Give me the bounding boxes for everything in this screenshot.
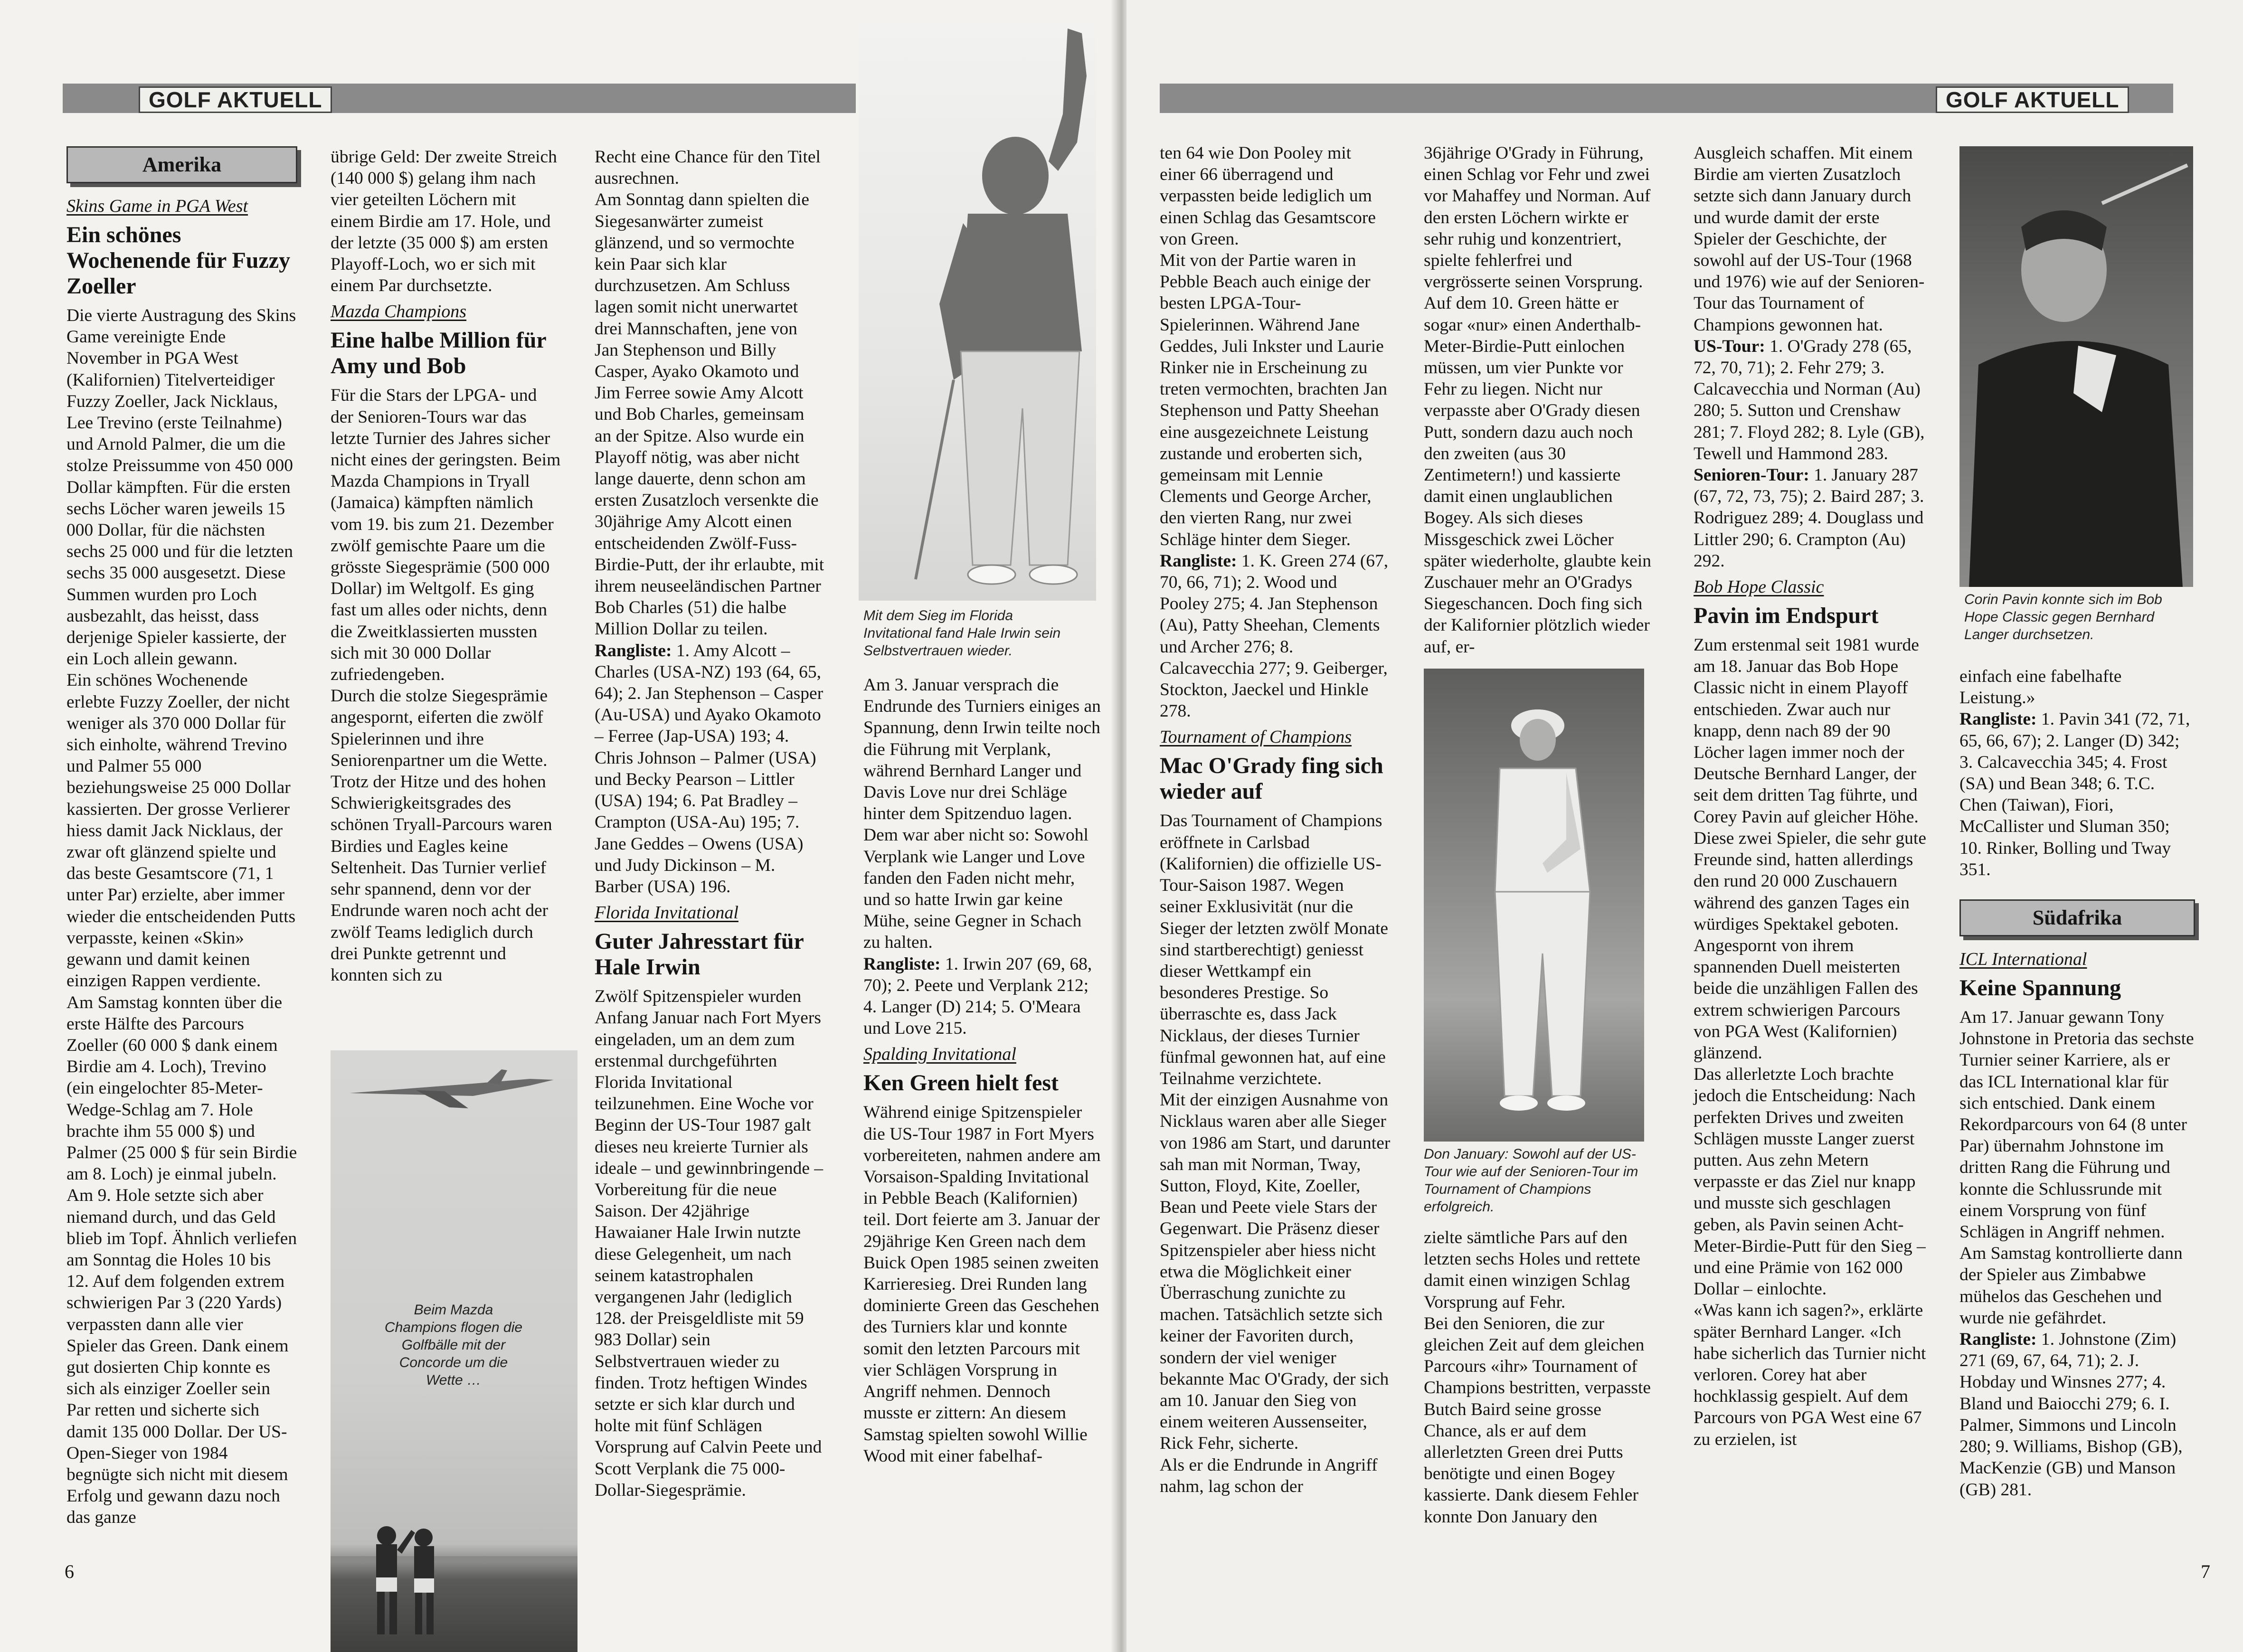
column-1 (66, 146, 297, 1529)
paragraph: Zwölf Spitzenspieler wurden Anfang Januar nach Fort Myers eingeladen, um an dem zum erstenmal durchgeführten Florida Invitational teilzunehmen. Eine Woche vor Beginn der US-Tour 1987 galt dieses neu kreierte Turnier als ideale – und gewinnbringende – Vorbereitung für die neue Saison. Der 42jährige Hawaianer Hale Irwin nutzte diese Gelegenheit, um nach seinem katastrophalen vergangenen Jahr (lediglich 128. der Preisgeldliste mit 59 983 Dollar) sein Selbstvertrauen wieder zu finden. Trotz heftigen Windes setzte er sich klar durch und holte mit fünf Schlägen Vorsprung auf Calvin Peete und Scott Verplank die 75 000-Dollar-Siegesprämie. (595, 987, 823, 1500)
rangliste-label: Rangliste: (1959, 709, 2037, 729)
left-page (0, 0, 1119, 1652)
rangliste (1694, 336, 1926, 464)
paragraph: Die vierte Austragung des Skins Game vereinigte Ende November in PGA West (Kalifornien) Titelverteidiger Fuzzy Zoeller, Jack Nicklaus, Lee Trevino (erste Teilnahme) und Arnold Palmer, die um die stolze Preissumme von 450 000 Dollar kämpften. Für die ersten sechs Löcher waren jeweils 15 000 Dollar, für die nächsten sechs 25 000 und für die letzten sechs 35 000 ausgesetzt. Diese Summen wurden pro Loch ausbezahlt, das heisst, dass derjenige Spieler kassierte, der ein Loch allein gewann. (66, 306, 296, 669)
kicker-mazda: Mazda Champions (331, 302, 467, 322)
concorde-caption: Beim Mazda Champions flogen die Golfbälle mit der Concorde um die Wette … (384, 1302, 523, 1388)
paragraph: Mit von der Partie waren in Pebble Beach auch einige der besten LPGA-Tour-Spielerinnen. Während Jane Geddes, Juli Inkster und Laurie Rinker nie in Erscheinung zu treten vermochten, brachten Jan Stephenson und Patty Sheehan eine ausgezeichnete Leistung zustande und eroberten sich, gemeinsam mit Lennie Clements und George Archer, den vierten Rang, nur zwei Schläge hinter dem Sieger. (1160, 251, 1387, 549)
paragraph: Mit der einzigen Ausnahme von Nicklaus waren aber alle Sieger von 1986 am Start, und darunter sah man mit Norman, Tway, Sutton, Floyd, Kite, Zoeller, Bean und Peete viele Stars der Gegenwart. Die Präsenz dieser Spitzenspieler aber hiess nicht etwa die Möglichkeit einer Überraschung zunichte zu machen. Tatsächlich setzte sich keiner der Favoriten durch, sondern der viel weniger bekannte Mac O'Grady, der sich am 10. Januar den Sieg von einem weiteren Aussenseiter, Rick Fehr, sicherte. (1160, 1090, 1391, 1454)
rangliste (1959, 1329, 2195, 1501)
golfer-pavin-illustration (1959, 146, 2193, 587)
paragraph: Am Samstag konnten über die erste Hälfte des Parcours Zoeller (60 000 $ dank einem Birdie am 4. Loch), Trevino (ein eingelochter 85-Meter-Wedge-Schlag am 7. Hole brachte ihm 55 000 $) und Palmer (25 000 $ für sein Birdie am 8. Loch) je einmal jubeln. Am 9. Hole setzte sich aber niemand durch, und das Geld blieb im Topf. Ähnlich verliefen am Sonntag die Holes 10 bis 12. Auf dem folgenden extrem schwierigen Par 3 (220 Yards) verpassten dann alle vier Spieler das Green. Dank einem gut dosierten Chip konnte es sich als einziger Zoeller sein Par retten und sicherte sich damit 135 000 Dollar. Der US-Open-Sieger von 1984 begnügte sich nicht mit diesem Erfolg und gewann dazu noch das ganze (66, 992, 297, 1528)
headline-amy-bob: Eine halbe Million für Amy und Bob (331, 328, 546, 379)
section-header-label: GOLF AKTUELL (1936, 86, 2129, 113)
paragraph: «Was kann ich sagen?», erklärte später Bernhard Langer. «Ich habe sicherlich das Turnier nicht verloren. Corey hat aber hochklassig gespielt. Auf dem Parcours von PGA West eine 67 zu erzielen, ist (1694, 1301, 1926, 1449)
paragraph: Bei den Senioren, die zur gleichen Zeit auf dem gleichen Parcours «ihr» Tournament of Champions bestritten, verpasste Butch Baird seine grosse Chance, als er auf dem allerletzten Green drei Putts benötigte und einen Bogey kassierte. Dank diesem Fehler konnte Don January den (1424, 1313, 1651, 1527)
headline-ogrady: Mac O'Grady fing sich wieder auf (1160, 753, 1383, 804)
page-number-right: 7 (2201, 1561, 2210, 1582)
paragraph: Für die Stars der LPGA- und der Senioren-Tours war das letzte Turnier des Jahres sicher nicht eines der geringsten. Beim Mazda Champions in Tryall (Jamaica) kämpften nämlich vom 19. bis zum 21. Dezember zwölf gemischte Paare um die grösste Siegesprämie (500 000 Dollar) im Weltgolf. Es ging fast um alles oder nichts, denn die Zweitklassierten mussten sich mit 30 000 Dollar zufriedengeben. (331, 386, 561, 685)
column-4 (863, 674, 1101, 1467)
region-box-suedafrika: Südafrika (1959, 899, 2195, 936)
column-7 (1694, 142, 1926, 1450)
rangliste-text: 1. K. Green 274 (67, 70, 66, 71); 2. Wood und Pooley 275; 4. Jan Stephenson (Au), Patty Sheehan, Clements und Archer 276; 8. Calcavecchia 277; 9. Geiberger, Stockton, Jaeckel und Hinkle 278. (1160, 551, 1389, 721)
column-6-top (1424, 142, 1655, 658)
region-box-amerika: Amerika (66, 146, 297, 183)
paragraph: Ein schönes Wochenende erlebte Fuzzy Zoeller, der nicht weniger als 370 000 Dollar für sich einholte, während Trevino und Palmer 55 000 beziehungsweise 25 000 Dollar kassierten. Der grosse Verlierer hiess damit Jack Nicklaus, der zwar oft glänzend spielte und das beste Gesamtscore (71, 1 unter Par) erzielte, aber immer wieder die entscheidenden Putts verpasste, keinen «Skin» gewann und damit keinen einzigen Rappen verdiente. (66, 670, 296, 991)
rangliste-text: 1. Pavin 341 (72, 71, 65, 66, 67); 2. Langer (D) 342; 3. Calcavecchia 345; 4. Frost (SA) und Bean 348; 6. T.C. Chen (Taiwan), Fiori, McCallister und Sluman 350; 10. Rinker, Bolling und Tway 351. (1959, 709, 2190, 879)
column-8 (1959, 666, 2195, 1501)
rangliste-text: 1. Amy Alcott – Charles (USA-NZ) 193 (64, 65, 64); 2. Jan Stephenson – Casper (Au-USA) und Ayako Okamoto – Ferree (Jap-USA) 193; 4. Chris Johnson – Palmer (USA) und Becky Pearson – Littler (USA) 194; 6. Pat Bradley – Crampton (USA-Au) 195; 7. Jane Geddes – Owens (USA) und Judy Dickinson – M. Barber (USA) 196. (595, 641, 823, 897)
rangliste (1959, 708, 2195, 880)
golfer-irwin-illustration (859, 19, 1096, 601)
rangliste-text: 1. Johnstone (Zim) 271 (69, 67, 64, 71); 2. J. Hobday und Winsnes 277; 4. Bland und Baiocchi 279; 6. I. Palmer, Simmons und Lincoln 280; 9. Williams, Bishop (GB), MacKenzie (GB) und Manson (GB) 281. (1959, 1330, 2183, 1500)
headline-irwin: Guter Jahresstart für Hale Irwin (595, 929, 804, 980)
column-5 (1160, 142, 1391, 1497)
rangliste-text: 1. O'Grady 278 (65, 72, 70, 71); 2. Fehr 279; 3. Calcavecchia und Norman (Au) 280; 5. Sutton und Crenshaw 281; 7. Floyd 282; 8. Lyle (GB), Tewell und Hammond 283. (1694, 336, 1925, 463)
pavin-caption: Corin Pavin konnte sich im Bob Hope Classic gegen Bernhard Langer durchsetzen. (1964, 592, 2162, 642)
golfer-january-illustration (1424, 669, 1644, 1142)
kicker-skins-game: Skins Game in PGA West (66, 196, 248, 216)
rangliste (863, 953, 1101, 1039)
kicker-icl: ICL International (1959, 949, 2087, 970)
rangliste (1160, 550, 1391, 722)
rangliste-text: 1. Irwin 207 (69, 68, 70); 2. Peete und Verplank 212; 4. Langer (D) 214; 5. O'Meara und Love 215. (863, 954, 1092, 1038)
rangliste-label: Rangliste: (863, 954, 941, 974)
headline-zoeller: Ein schönes Wochenende für Fuzzy Zoeller (66, 222, 291, 299)
paragraph: einfach eine fabelhafte Leistung.» (1959, 667, 2122, 708)
january-photo (1424, 669, 1644, 1142)
column-6-bottom (1424, 1227, 1655, 1528)
page-number-left: 6 (65, 1561, 74, 1582)
irwin-photo (859, 19, 1096, 601)
paragraph: Das allerletzte Loch brachte jedoch die Entscheidung: Nach perfekten Drives und zweiten Schlägen musste Langer zuerst putten. Aus zehn Metern verpasste er das Ziel nur knapp und musste sich geschlagen geben, als Pavin seinen Acht-Meter-Birdie-Putt für den Sieg – und eine Prämie von 162 000 Dollar – einlochte. (1694, 1065, 1926, 1299)
rangliste (1694, 464, 1926, 572)
paragraph: Durch die stolze Siegesprämie angespornt, eiferten die zwölf Spielerinnen und ihre Seniorenpartner um die Wette. Trotz der Hitze und des hohen Schwierigkeitsgrades des schönen Tryall-Parcours waren Birdies und Eagles keine Seltenheit. Das Turnier verlief sehr spannend, denn vor der Endrunde waren noch acht der zwölf Teams lediglich durch drei Punkte getrennt und konnten sich zu (331, 686, 552, 985)
headline-pavin: Pavin im Endspurt (1694, 603, 1879, 629)
paragraph: Am 3. Januar versprach die Endrunde des Turniers einiges an Spannung, denn Irwin teilte noch die Führung mit Verplank, während Bernhard Langer und Davis Love nur drei Schläge hinter dem Spitzenduo lagen. Dem war aber nicht so: Sowohl Verplank wie Langer und Love fanden den Faden nicht mehr, und so hatte Irwin gar keine Mühe, seine Gegner in Schach zu halten. (863, 675, 1101, 953)
paragraph: zielte sämtliche Pars auf den letzten sechs Holes und rettete damit einen winzigen Schlag Vorsprung auf Fehr. (1424, 1228, 1641, 1312)
rangliste-label: US-Tour: (1694, 336, 1765, 356)
kicker-bob-hope: Bob Hope Classic (1694, 577, 1824, 597)
rangliste-label: Rangliste: (1959, 1330, 2037, 1350)
section-header-label: GOLF AKTUELL (139, 86, 332, 113)
rangliste-label: Rangliste: (1160, 551, 1237, 571)
kicker-spalding: Spalding Invitational (863, 1044, 1016, 1065)
paragraph: Zum erstenmal seit 1981 wurde am 18. Januar das Bob Hope Classic nicht in einem Playoff entschieden. Zwar auch nur knapp, denn nach 89 der 90 Löcher lagen immer noch der Deutsche Bernhard Langer, der seit dem dritten Tag führte, und Corey Pavin auf gleicher Höhe. Diese zwei Spieler, die sehr gute Freunde sind, hatten allerdings den rund 20 000 Zuschauern während des ganzen Tages ein würdiges Spektakel geboten. Angespornt von ihrem spannenden Duell meisterten beide die unzähligen Fallen des extrem schwierigen Parcours von PGA West (Kalifornien) glänzend. (1694, 635, 1926, 1063)
paragraph: übrige Geld: Der zweite Streich (140 000 $) gelang ihm nach vier geteilten Löchern mit einem Birdie am 17. Hole, und der letzte (35 000 $) am ersten Playoff-Loch, wo er sich mit einem Par durchsetzte. (331, 147, 557, 296)
paragraph: Am Sonntag dann spielten die Siegesanwärter zumeist glänzend, und so vermochte kein Paar sich klar durchzusetzen. Am Schluss lagen somit nicht unerwartet drei Mannschaften, jene von Jan Stephenson und Billy Casper, Ayako Okamoto und Jim Ferree sowie Amy Alcott und Bob Charles, gemeinsam an der Spitze. Also wurde ein Playoff nötig, was aber nicht lange dauerte, denn schon am ersten Zusatzloch versenkte die 30jährige Amy Alcott einen entscheidenden Zwölf-Fuss-Birdie-Putt, der ihr erlaubte, mit ihrem neuseeländischen Partner Bob Charles (51) die halbe Million Dollar zu teilen. (595, 190, 824, 639)
rangliste-text: 1. January 287 (67, 72, 73, 75); 2. Baird 287; 3. Rodriguez 289; 4. Douglass und Littler 290; 6. Crampton (Au) 292. (1694, 465, 1924, 571)
column-3 (595, 146, 825, 1501)
rangliste (595, 640, 825, 897)
paragraph: Ausgleich schaffen. Mit einem Birdie am vierten Zusatzloch setzte sich dann January durch und wurde damit der erste Spieler der Geschichte, der sowohl auf der US-Tour (1968 und 1976) wie auf der Senioren-Tour das Tournament of Champions gewonnen hat. (1694, 143, 1925, 335)
headline-green: Ken Green hielt fest (863, 1070, 1059, 1096)
headline-keine-spannung: Keine Spannung (1959, 975, 2121, 1001)
pavin-photo (1959, 146, 2193, 587)
paragraph: Recht eine Chance für den Titel ausrechnen. (595, 147, 821, 189)
column-2 (331, 146, 562, 986)
paragraph: ten 64 wie Don Pooley mit einer 66 überragend und verpassten beide lediglich um einen Schlag das Gesamtscore von Green. (1160, 143, 1376, 249)
kicker-florida: Florida Invitational (595, 903, 738, 923)
paragraph: Während einige Spitzenspieler die US-Tour 1987 in Fort Myers vorbereiteten, nahmen andere am Vorsaison-Spalding Invitational in Pebble Beach (Kalifornien) teil. Dort feierte am 3. Januar der 29jährige Ken Green nach dem Buick Open 1985 seinen zweiten Karrieresieg. Drei Runden lang dominierte Green das Geschehen des Turniers klar und konnte somit den letzten Parcours mit vier Schlägen Vorsprung in Angriff nehmen. Dennoch musste er zittern: An diesem Samstag spielten sowohl Willie Wood mit einer fabelhaf- (863, 1103, 1101, 1466)
paragraph: Am 17. Januar gewann Tony Johnstone in Pretoria das sechste Turnier seiner Karriere, als er das ICL International klar für sich entschied. Dank einem Rekordparcours von 64 (8 unter Par) übernahm Johnstone im dritten Rang die Führung und konnte die Schlussrunde mit einem Vorsprung von fünf Schlägen in Angriff nehmen. Am Samstag kontrollierte dann der Spieler aus Zimbabwe mühelos das Geschehen und wurde nie gefährdet. (1959, 1008, 2194, 1328)
kicker-tournament: Tournament of Champions (1160, 727, 1352, 747)
right-page (1126, 0, 2243, 1652)
irwin-caption: Mit dem Sieg im Florida Invitational fand Hale Irwin sein Selbstvertrauen wieder. (863, 608, 1061, 659)
rangliste-label: Rangliste: (595, 641, 672, 661)
paragraph: Das Tournament of Champions eröffnete in Carlsbad (Kalifornien) die offizielle US-Tour-Saison 1987. Wegen seiner Exklusivität (nur die Sieger der letzten zwölf Monate sind startberechtigt) geniesst dieser Wettkampf ein besonderes Prestige. So überraschte es, dass Jack Nicklaus, der dieses Turnier fünfmal gewonnen hat, auf eine Teilnahme verzichtete. (1160, 811, 1389, 1088)
paragraph: Als er die Endrunde in Angriff nahm, lag schon der (1160, 1455, 1378, 1496)
rangliste-label: Senioren-Tour: (1694, 465, 1809, 485)
january-caption: Don January: Sowohl auf der US-Tour wie auf der Senioren-Tour im Tournament of Champions erfolgreich. (1424, 1146, 1638, 1215)
paragraph: 36jährige O'Grady in Führung, einen Schlag vor Fehr und zwei vor Mahaffey und Norman. Auf den ersten Löchern wirkte er sehr ruhig und konzentriert, spielte fehlerfrei und vergrösserte seinen Vorsprung. Auf dem 10. Green hätte er sogar «nur» einen Anderthalb-Meter-Birdie-Putt einlochen müssen, um vier Punkte vor Fehr zu liegen. Nicht nur verpasste aber O'Grady diesen Putt, sondern dazu auch noch den zweiten (aus 30 Zentimetern!) und kassierte damit einen unglaublichen Bogey. Als sich dieses Missgeschick zwei Löcher später wiederholte, glaubte kein Zuschauer mehr an O'Gradys Siegeschancen. Doch fing sich der Kalifornier plötzlich wieder auf, er- (1424, 143, 1651, 657)
